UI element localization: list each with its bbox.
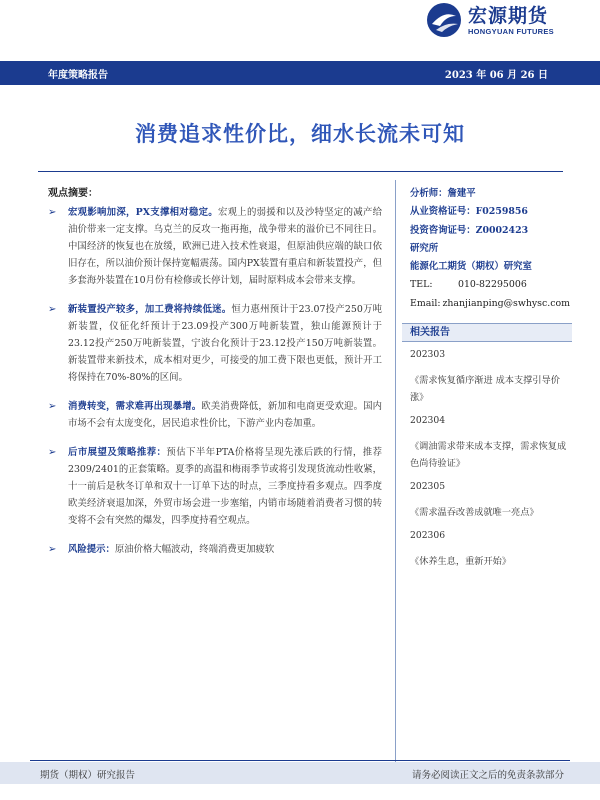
phone-label: TEL: <box>410 279 433 291</box>
title-divider <box>38 171 563 172</box>
bullet-heading: 宏观影响加深，PX支撑相对稳定。 <box>68 207 218 218</box>
related-heading: 相关报告 <box>402 323 572 342</box>
institute-name: 研究所 <box>410 242 439 254</box>
logo-text <box>468 5 554 36</box>
logo-mark-icon <box>426 2 462 38</box>
related-report-title[interactable]: 《调油需求带来成本支撑，需求恢复成色尚待验证》 <box>410 441 567 469</box>
summary-bullet <box>42 301 382 386</box>
department-name: 能源化工期货（期权）研究室 <box>410 261 532 273</box>
column-divider <box>395 180 396 780</box>
footer-bar <box>0 762 600 784</box>
advisory-number: 投资咨询证号：Z0002423 <box>410 224 529 236</box>
logo-english-name: HONGYUAN FUTURES <box>467 26 554 36</box>
phone-value: 010-82295006 <box>458 279 527 291</box>
arrow-bullet-icon: ➢ <box>48 304 57 315</box>
related-report-date: 202306 <box>410 530 446 541</box>
bullet-body: 预估下半年PTA价格将呈现先涨后跌的行情，推荐2309/2401的正套策略。夏季的高温和梅雨季节或将引发现货流动性收紧，十一前后是秋冬订单和双十一订单下达的时点，三季度持看多观点。四季度欧美经济衰退加深，外贸市场会进一步塞缩，内销市场随着消费者习惯的转变将不会有突然的爆发，四季度持看空观点。 <box>68 447 382 526</box>
email-value: zhanjianping@swhysc.com <box>442 297 570 309</box>
report-title: 消费追求性价比，细水长流未可知 <box>135 122 465 146</box>
license-number: 从业资格证号：F0259856 <box>410 206 528 218</box>
bullet-heading: 消费转变，需求难再出现暴增。 <box>68 401 202 412</box>
summary-bullet <box>42 204 382 289</box>
bullet-body: 原油价格大幅波动，终端消费更加疲软 <box>114 544 275 555</box>
analyst-name: 分析师：詹建平 <box>410 188 476 199</box>
summary-bullet <box>42 444 382 529</box>
report-type: 年度策略报告 <box>48 70 108 81</box>
phone-row <box>410 276 570 294</box>
arrow-bullet-icon: ➢ <box>48 207 57 218</box>
related-report-item <box>402 412 572 472</box>
related-report-title[interactable]: 《休养生息，重新开始》 <box>410 556 512 567</box>
company-logo <box>426 2 554 38</box>
bullet-body: 恒力惠州预计于23.07投产250万吨新装置，仪征化纤预计于23.09投产300万吨新装置，独山能源预计于23.12投产250万吨新装置，宁波台化预计于23.12投产150万吨新装置。新装置带来新技术，成本相对更少，可接受的加工费下限也更低，预计开工将保持在70%-80%的区间。 <box>68 304 382 383</box>
bullet-body: 欧美消费降低，新加和电商更受欢迎。国内市场不会有太庞变化，居民追求性价比，下游产业内卷加重。 <box>68 401 382 429</box>
related-report-date: 202303 <box>410 349 446 360</box>
header-bar <box>0 61 600 85</box>
related-report-item <box>402 478 572 521</box>
bullet-heading: 风险提示： <box>68 544 115 555</box>
summary-bullet <box>42 398 382 432</box>
footer-divider <box>30 760 570 761</box>
arrow-bullet-icon: ➢ <box>48 447 57 458</box>
related-report-title[interactable]: 《需求温吞改善成就唯一亮点》 <box>410 507 539 518</box>
summary-bullet <box>42 541 382 558</box>
summary-section <box>42 185 382 568</box>
bullet-heading: 后市展望及策略推荐： <box>68 447 167 458</box>
bullet-body: 宏观上的弱援和以及沙特坚定的减产给油价带来一定支撑。乌克兰的反攻一拖再拖，战争带来的溢价已不同往日。中国经济的恢复也在放缓，欧洲已进入技术性衰退，但原油供应端的缺口依旧存在，所以油价预计保持宽幅震荡。国内PX装置有重启和新装置投产，但多套海外装置在10月份有检修或长停计划，届时原料成本会带来支撑。 <box>68 207 382 286</box>
report-date: 2023 年 06 月 26 日 <box>444 70 548 81</box>
related-report-title[interactable]: 《需求恢复循序渐进 成本支撑引导价涨》 <box>410 375 560 403</box>
footer-disclaimer: 请务必阅读正文之后的免责条款部分 <box>411 770 564 781</box>
related-reports <box>402 323 572 570</box>
footer-left-text: 期货（期权）研究报告 <box>40 770 136 781</box>
related-report-date: 202304 <box>410 415 446 426</box>
related-report-item <box>402 346 572 406</box>
arrow-bullet-icon: ➢ <box>48 401 57 412</box>
related-report-item <box>402 527 572 570</box>
email-row <box>410 295 570 313</box>
summary-label: 观点摘要： <box>48 188 98 199</box>
bullet-heading: 新装置投产较多，加工费将持续低迷。 <box>68 304 232 315</box>
related-report-date: 202305 <box>410 481 446 492</box>
analyst-info <box>410 185 570 313</box>
arrow-bullet-icon: ➢ <box>48 544 57 555</box>
logo-chinese-name: 宏源期货 <box>467 4 548 27</box>
email-label: Email: <box>410 297 441 309</box>
